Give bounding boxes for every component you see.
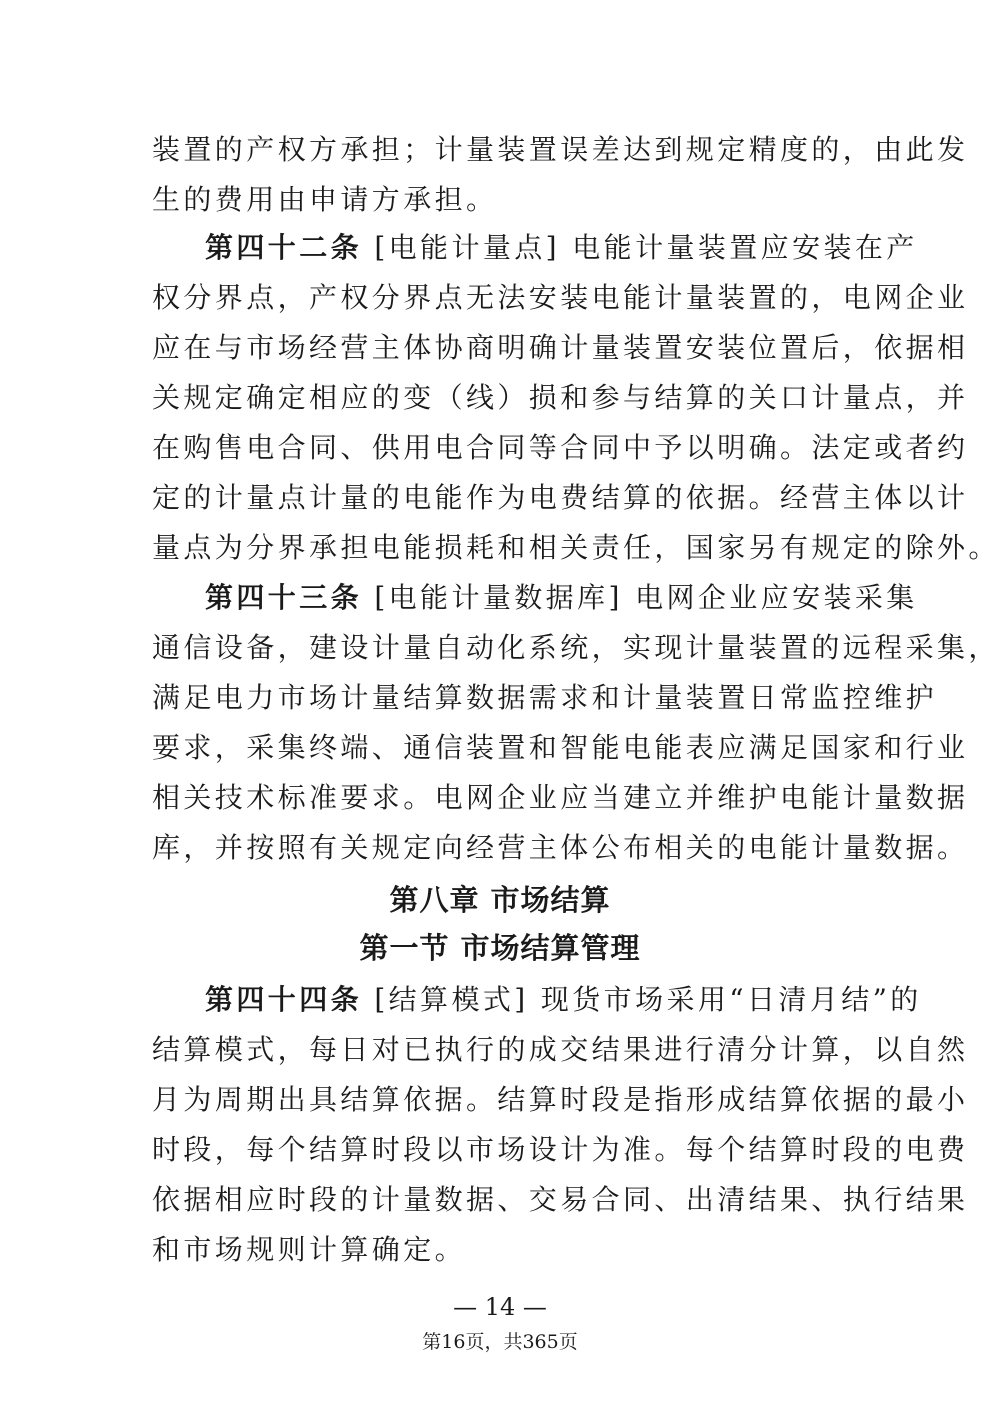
text-line: 和市场规则计算确定。 bbox=[152, 1233, 467, 1266]
text-line: 定的计量点计量的电能作为电费结算的依据。经营主体以计 bbox=[152, 481, 969, 514]
text-line: 要求，采集终端、通信装置和智能电能表应满足国家和行业 bbox=[152, 731, 969, 764]
text-line: 通信设备，建设计量自动化系统，实现计量装置的远程采集， bbox=[152, 631, 1000, 664]
text-line: 应在与市场经营主体协商明确计量装置安装位置后，依据相 bbox=[152, 331, 969, 364]
text-line: 满足电力市场计量结算数据需求和计量装置日常监控维护 bbox=[152, 681, 938, 714]
text-line: 依据相应时段的计量数据、交易合同、出清结果、执行结果 bbox=[152, 1183, 969, 1216]
article-42-heading: 第四十二条 bbox=[205, 231, 363, 264]
article-44-first-line bbox=[205, 980, 922, 1020]
article-43-heading: 第四十三条 bbox=[205, 581, 363, 614]
text-line: 月为周期出具结算依据。结算时段是指形成结算依据的最小 bbox=[152, 1083, 969, 1116]
text-line: 在购售电合同、供用电合同等合同中予以明确。法定或者约 bbox=[152, 431, 969, 464]
text-line: 生的费用由申请方承担。 bbox=[152, 183, 498, 216]
text-line: 装置的产权方承担；计量装置误差达到规定精度的，由此发 bbox=[152, 133, 969, 166]
article-42-first-line bbox=[205, 228, 918, 268]
text-span: [电能计量数据库] 电网企业应安装采集 bbox=[374, 581, 918, 614]
text-line: 关规定确定相应的变（线）损和参与结算的关口计量点，并 bbox=[152, 381, 969, 414]
text-line: 库，并按照有关规定向经营主体公布相关的电能计量数据。 bbox=[152, 831, 969, 864]
text-span: [电能计量点] 电能计量装置应安装在产 bbox=[374, 231, 918, 264]
page-number: — 14 — bbox=[453, 1293, 547, 1321]
text-line: 时段，每个结算时段以市场设计为准。每个结算时段的电费 bbox=[152, 1133, 969, 1166]
text-line: 结算模式，每日对已执行的成交结果进行清分计算，以自然 bbox=[152, 1033, 969, 1066]
text-line: 相关技术标准要求。电网企业应当建立并维护电能计量数据 bbox=[152, 781, 969, 814]
text-line: 量点为分界承担电能损耗和相关责任，国家另有规定的除外。 bbox=[152, 531, 1000, 564]
chapter-title: 第八章 市场结算 bbox=[389, 883, 611, 917]
article-44-heading: 第四十四条 bbox=[205, 983, 363, 1016]
text-line: 权分界点，产权分界点无法安装电能计量装置的，电网企业 bbox=[152, 281, 969, 314]
article-43-first-line bbox=[205, 578, 918, 618]
text-span: [结算模式] 现货市场采用“日清月结”的 bbox=[374, 983, 922, 1016]
section-title: 第一节 市场结算管理 bbox=[359, 931, 641, 965]
page-count: 第16页，共365页 bbox=[422, 1331, 578, 1353]
